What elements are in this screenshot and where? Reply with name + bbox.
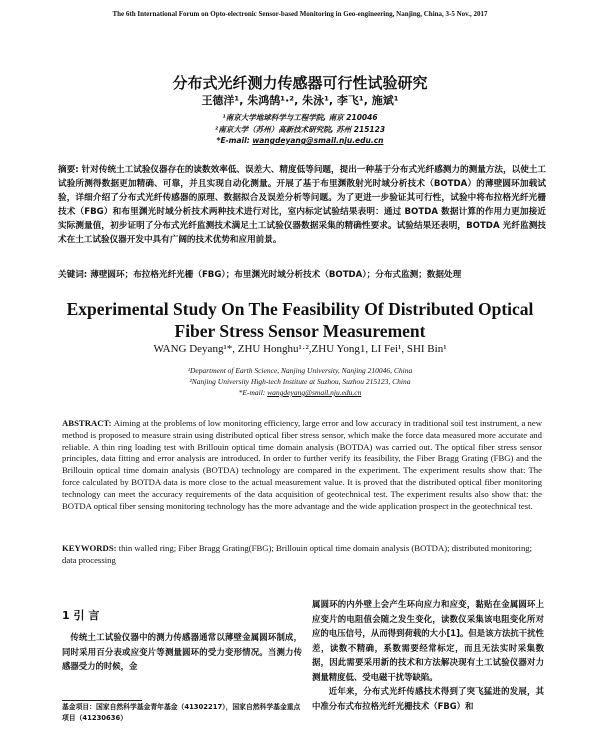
chinese-email [0,136,600,145]
english-keywords [62,543,542,567]
chinese-keywords-text: 薄壁圆环；布拉格光纤光栅（FBG）；布里渊光时域分析技术（BOTDA）；分布式监测；数据处理 [90,270,462,280]
english-email [0,388,600,397]
english-email-link[interactable]: wangdeyang@smail.nju.edu.cn [267,388,362,397]
chinese-keywords [58,268,546,280]
chinese-affiliation-1: ¹南京大学地球科学与工程学院, 南京 210046 [222,113,378,122]
english-abstract-text: Aiming at the problems of low monitoring efficiency, large error and low accuracy in traditional soil test instrument, a new method is proposed to measure strain using distributed optical fiber stress sensor, which make the force data measured more accurate and reliable. A thin ring loading test with Brillouin optical time domain analysis (BOTDA) was carried out. The optical fiber stress sensor principles, data fitting and error analysis are introduced. In order to further verify its feasibility, the Fiber Bragg Grating (FBG) and the Brillouin optical time domain analysis (BOTDA) technology are compared in the experiment. The experiment results show that: The force calculated by BOTDA data is more close to the actual measurement value. It is proved that the distributed optical fiber monitoring technology can meet the accuracy requirements of the data acquisition of geotechnical test. The experiment results also show that: the BOTDA optical fiber sensing monitoring technology has the more advantage and the wide application prospect in the geotechnical test. [62,418,542,511]
english-title-line-2: Fiber Stress Sensor Measurement [174,321,426,341]
english-affiliation-1: ¹Department of Earth Science, Nanjing University, Nanjing 210046, China [187,366,413,375]
chinese-keywords-label: 关键词: [58,270,91,280]
conference-header: The 6th International Forum on Opto-electronic Sensor-based Monitoring in Geo-engineering, Nanjing, China, 3-5 Nov., 2017 [112,10,488,18]
intro-right-paragraph-2: 近年来，分布式光纤传感技术得到了突飞猛进的发展，其中准分布式布拉格光纤光栅技术（FBG）和 [312,686,544,711]
english-abstract [62,418,542,512]
funding-footnote: 基金项目：国家自然科学基金青年基金（41302217），国家自然科学基金重点项目（41230636） [62,703,301,722]
english-abstract-label: ABSTRACT: [62,418,114,428]
english-title-line-1: Experimental Study On The Feasibility Of Distributed Optical [66,299,534,319]
chinese-title: 分布式光纤测力传感器可行性试验研究 [172,74,428,92]
english-keywords-label: KEYWORDS: [62,543,119,553]
intro-right-paragraph-1: 属圆环的内外壁上会产生环向应力和应变，黏贴在金属圆环上应变片的电阻值会随之发生变化，读数仪采集该电阻变化所对应的电压信号，从而得到荷载的大小[1]。但是该方法抗干扰性差，读数不精确，系数需要经常标定，而且无法实时采集数据，因此需要采用新的技术和方法解决现有土工试验仪器对力测量精度低、受电磁干扰等缺陷。 [312,599,544,682]
english-keywords-text: thin walled ring; Fiber Bragg Grating(FBG); Brillouin optical time domain analysis (BOTDA); distributed monitoring; data processing [62,543,533,565]
chinese-abstract-text: 针对传统土工试验仪器存在的读数效率低、误差大、精度低等问题，提出一种基于分布式光纤感测力的测量方法，以使土工试验所测得数据更加精确、可靠，并且实现自动化测量。开展了基于布里渊散射光时域分析技术（BOTDA）的薄壁圆环加载试验，详细介绍了分布式光纤传感器的原理、数据拟合及误差分析等问题。为了更进一步验证其可行性，试验中将布拉格光纤光栅技术（FBG）和布里渊光时域分析技术两种技术进行对比，室内标定试验结果表明：通过 BOTDA 数据计算的作用力更加接近实际测量值，初步证明了分布式光纤监测技术满足土工试验仪器数据采集的精确性要求。试验结果还表明，BOTDA 光纤监测技术在土工试验仪器开发中具有广阔的技术优势和应用前景。 [58,165,546,245]
chinese-email-label: *E-mail: [216,136,253,145]
english-title [0,298,600,342]
intro-left-paragraph: 传统土工试验仪器中的测力传感器通常以薄壁金属圆环制成，同时采用百分表或应变片等测量圆环的受力变形情况。当测力传感器受力的时候，金 [62,632,302,671]
intro-right-column [312,597,544,713]
section-1-heading: 1 引 言 [62,609,100,622]
chinese-authors: 王德洋¹, 朱鸿鹄¹·², 朱泳¹, 李飞¹, 施斌¹ [201,94,399,107]
english-affiliation-2: ²Nanjing University High-tech Institute at Suzhou, Suzhou 215123, China [189,377,411,386]
footnote-divider [62,700,142,701]
chinese-email-link[interactable]: wangdeyang@smail.nju.edu.cn [252,136,384,145]
english-email-label: *E-mail: [238,388,268,397]
english-authors: WANG Deyang¹*, ZHU Honghu¹·²,ZHU Yong1, LI Fei¹, SHI Bin¹ [153,343,447,355]
chinese-abstract [58,163,546,247]
chinese-abstract-label: 摘要: [58,165,82,175]
chinese-affiliation-2: ²南京大学（苏州）高新技术研究院, 苏州 215123 [214,125,386,134]
